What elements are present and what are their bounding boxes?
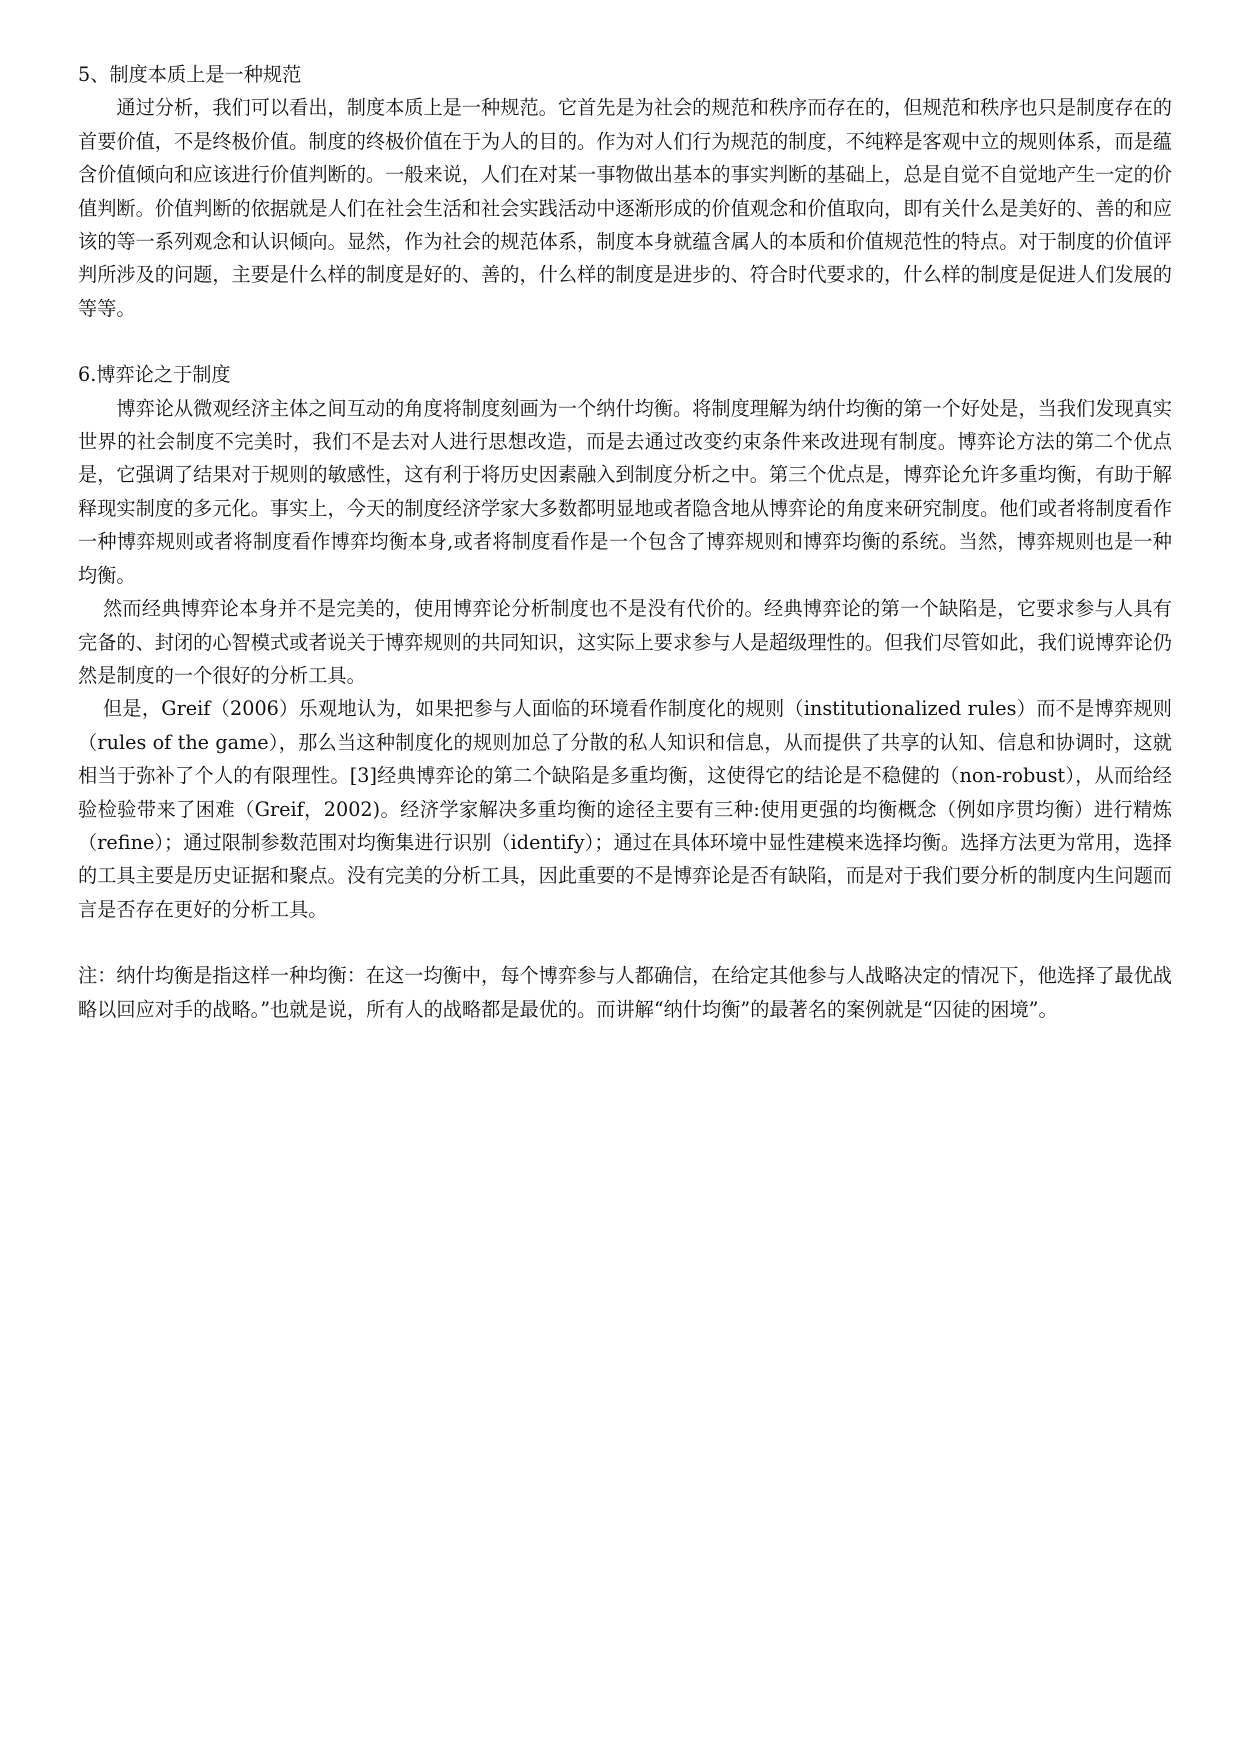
section-5-paragraph: 通过分析，我们可以看出，制度本质上是一种规范。它首先是为社会的规范和秩序而存在的，但规范和秩序也只是制度存在的首要价值，不是终极价值。制度的终极价值在于为人的目的。作为对人们行为规范的制度，不纯粹是客观中立的规则体系，而是蕴含价值倾向和应该进行价值判断的。一般来说，人们在对某一事物做出基本的事实判断的基础上，总是自觉不自觉地产生一定的价值判断。价值判断的依据就是人们在社会生活和社会实践活动中逐渐形成的价值观念和价值取向，即有关什么是美好的、善的和应该的等一系列观念和认识倾向。显然，作为社会的规范体系，制度本身就蕴含属人的本质和价值规范性的特点。对于制度的价值评判所涉及的问题，主要是什么样的制度是好的、善的，什么样的制度是进步的、符合时代要求的，什么样的制度是促进人们发展的等等。: [78, 96, 1172, 320]
section-gap: [78, 325, 1172, 358]
document-page: [78, 58, 1172, 1026]
section-6-heading: 6.博弈论之于制度: [78, 363, 231, 387]
section-6-paragraph-3: 但是，Greif（2006）乐观地认为，如果把参与人面临的环境看作制度化的规则（institutionalized rules）而不是博弈规则（rules of the game），那么当这种制度化的规则加总了分散的私人知识和信息，从而提供了共享的认知、信息和协调时，这就相当于弥补了个人的有限理性。[3]经典博弈论的第二个缺陷是多重均衡，这使得它的结论是不稳健的（non-robust），从而给经验检验带来了困难（Greif，2002)。经济学家解决多重均衡的途径主要有三种:使用更强的均衡概念（例如序贯均衡）进行精炼（refine）；通过限制参数范围对均衡集进行识别（identify）；通过在具体环境中显性建模来选择均衡。选择方法更为常用，选择的工具主要是历史证据和聚点。没有完美的分析工具，因此重要的不是博弈论是否有缺陷，而是对于我们要分析的制度内生问题而言是否存在更好的分析工具。: [78, 697, 1172, 921]
section-5-heading: 5、制度本质上是一种规范: [78, 63, 302, 86]
note-gap: [78, 926, 1172, 959]
section-6-paragraph-1: 博弈论从微观经济主体之间互动的角度将制度刻画为一个纳什均衡。将制度理解为纳什均衡的第一个好处是，当我们发现真实世界的社会制度不完美时，我们不是去对人进行思想改造，而是去通过改变约束条件来改进现有制度。博弈论方法的第二个优点是，它强调了结果对于规则的敏感性，这有利于将历史因素融入到制度分析之中。第三个优点是，博弈论允许多重均衡，有助于解释现实制度的多元化。事实上，今天的制度经济学家大多数都明显地或者隐含地从博弈论的角度来研究制度。他们或者将制度看作一种博弈规则或者将制度看作博弈均衡本身,或者将制度看作是一个包含了博弈规则和博弈均衡的系统。当然，博弈规则也是一种均衡。: [78, 396, 1172, 587]
footnote: 注：纳什均衡是指这样一种均衡：在这一均衡中，每个博弈参与人都确信，在给定其他参与人战略决定的情况下，他选择了最优战略以回应对手的战略。”也就是说，所有人的战略都是最优的。而讲解“纳什均衡”的最著名的案例就是“囚徒的困境”。: [78, 964, 1172, 1021]
section-6-paragraph-2: 然而经典博弈论本身并不是完美的，使用博弈论分析制度也不是没有代价的。经典博弈论的第一个缺陷是，它要求参与人具有完备的、封闭的心智模式或者说关于博弈规则的共同知识，这实际上要求参与人是超级理性的。但我们尽管如此，我们说博弈论仍然是制度的一个很好的分析工具。: [78, 597, 1172, 687]
